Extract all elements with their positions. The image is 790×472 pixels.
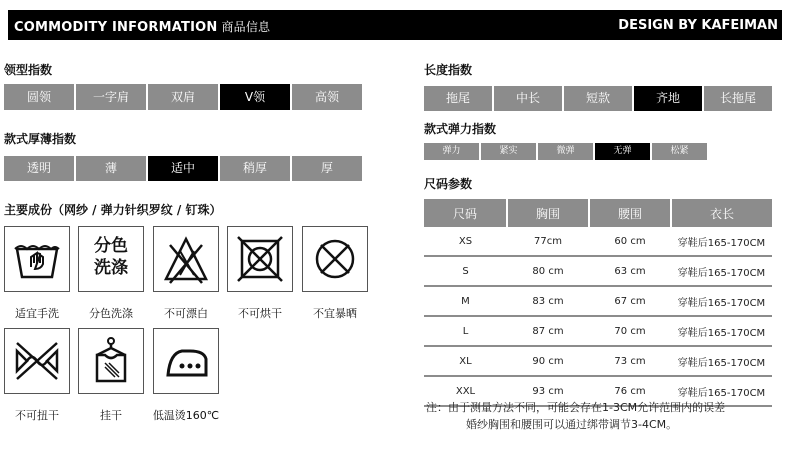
low-iron-icon	[153, 328, 219, 394]
header-title	[14, 18, 270, 35]
care-label-no-tumble-dry: 不可烘干	[238, 307, 282, 320]
table-cell: XS	[424, 227, 507, 256]
collar-option: 一字肩	[76, 84, 146, 110]
hand-wash-icon	[4, 226, 70, 292]
table-cell: S	[424, 256, 507, 286]
elastic-options	[424, 143, 709, 160]
table-cell: 穿鞋后165-170CM	[671, 316, 772, 346]
table-row	[424, 227, 772, 256]
table-cell: 90 cm	[507, 346, 589, 376]
elastic-option: 微弹	[538, 143, 593, 160]
size-table	[424, 199, 772, 407]
no-wring-icon	[4, 328, 70, 394]
header-bar	[8, 10, 782, 40]
separate-wash-text-2: 洗涤	[94, 258, 128, 278]
length-option: 长拖尾	[704, 86, 772, 111]
header-bust: 胸围	[507, 199, 589, 227]
thickness-option: 厚	[292, 156, 362, 181]
elastic-option: 弹力	[424, 143, 479, 160]
table-cell: 83 cm	[507, 286, 589, 316]
header-title-cn: 商品信息	[221, 20, 271, 34]
table-row	[424, 256, 772, 286]
table-cell: 93 cm	[507, 376, 589, 406]
table-cell: 穿鞋后165-170CM	[671, 376, 772, 406]
header-title-en: COMMODITY INFORMATION	[14, 20, 218, 35]
thickness-option: 透明	[4, 156, 74, 181]
elastic-option: 松紧	[652, 143, 707, 160]
separate-wash-icon	[78, 226, 144, 292]
size-note	[426, 399, 725, 433]
care-label-no-sun-dry: 不宜暴晒	[313, 307, 357, 320]
thickness-option: 薄	[76, 156, 146, 181]
care-label-low-iron: 低温烫160℃	[152, 409, 220, 422]
collar-option: 圆领	[4, 84, 74, 110]
size-title: 尺码参数	[424, 177, 473, 191]
table-cell: 76 cm	[589, 376, 671, 406]
table-cell: XL	[424, 346, 507, 376]
care-label-hang-dry: 挂干	[100, 409, 122, 422]
care-label-no-bleach: 不可漂白	[164, 307, 208, 320]
care-label-hand-wash: 适宜手洗	[15, 307, 59, 320]
material-title: 主要成份（网纱 / 弹力针织罗纹 / 钉珠）	[4, 203, 222, 217]
care-label-no-wring: 不可扭干	[15, 409, 59, 422]
header-size: 尺码	[424, 199, 507, 227]
table-row	[424, 346, 772, 376]
table-row	[424, 316, 772, 346]
table-cell: 87 cm	[507, 316, 589, 346]
elastic-option: 无弹	[595, 143, 650, 160]
thickness-option: 稍厚	[220, 156, 290, 181]
elastic-title: 款式弹力指数	[424, 122, 497, 136]
table-cell: 穿鞋后165-170CM	[671, 286, 772, 316]
table-cell: 60 cm	[589, 227, 671, 256]
thickness-title: 款式厚薄指数	[4, 132, 77, 146]
table-cell: 穿鞋后165-170CM	[671, 256, 772, 286]
thickness-options	[4, 156, 364, 181]
brand-label: DESIGN BY KAFEIMAN	[618, 18, 778, 33]
table-cell: 73 cm	[589, 346, 671, 376]
header-length: 衣长	[671, 199, 772, 227]
care-label-separate-wash: 分色洗涤	[89, 307, 133, 320]
length-option: 中长	[494, 86, 562, 111]
table-cell: 77cm	[507, 227, 589, 256]
collar-option: V领	[220, 84, 290, 110]
collar-option: 双肩	[148, 84, 218, 110]
table-cell: M	[424, 286, 507, 316]
collar-options	[4, 84, 364, 110]
size-table-header	[424, 199, 772, 227]
no-sun-dry-icon	[302, 226, 368, 292]
note-line-1: 注：由于测量方法不同，可能会存在1-3CM允许范围内的误差	[426, 401, 726, 414]
length-options	[424, 86, 774, 111]
table-cell: 70 cm	[589, 316, 671, 346]
no-tumble-dry-icon	[227, 226, 293, 292]
table-cell: 穿鞋后165-170CM	[671, 346, 772, 376]
collar-title: 领型指数	[4, 63, 53, 77]
length-option: 齐地	[634, 86, 702, 111]
collar-option: 高领	[292, 84, 362, 110]
length-option: 短款	[564, 86, 632, 111]
elastic-option: 紧实	[481, 143, 536, 160]
table-row	[424, 286, 772, 316]
length-title: 长度指数	[424, 63, 473, 77]
table-cell: 80 cm	[507, 256, 589, 286]
table-cell: 67 cm	[589, 286, 671, 316]
separate-wash-text-1: 分色	[94, 236, 128, 256]
table-cell: L	[424, 316, 507, 346]
note-line-2: 婚纱胸围和腰围可以通过绑带调节3-4CM。	[466, 418, 678, 431]
header-waist: 腰围	[589, 199, 671, 227]
no-bleach-icon	[153, 226, 219, 292]
table-cell: 穿鞋后165-170CM	[671, 227, 772, 256]
table-cell: 63 cm	[589, 256, 671, 286]
thickness-option: 适中	[148, 156, 218, 181]
table-cell: XXL	[424, 376, 507, 406]
length-option: 拖尾	[424, 86, 492, 111]
hang-dry-icon	[78, 328, 144, 394]
